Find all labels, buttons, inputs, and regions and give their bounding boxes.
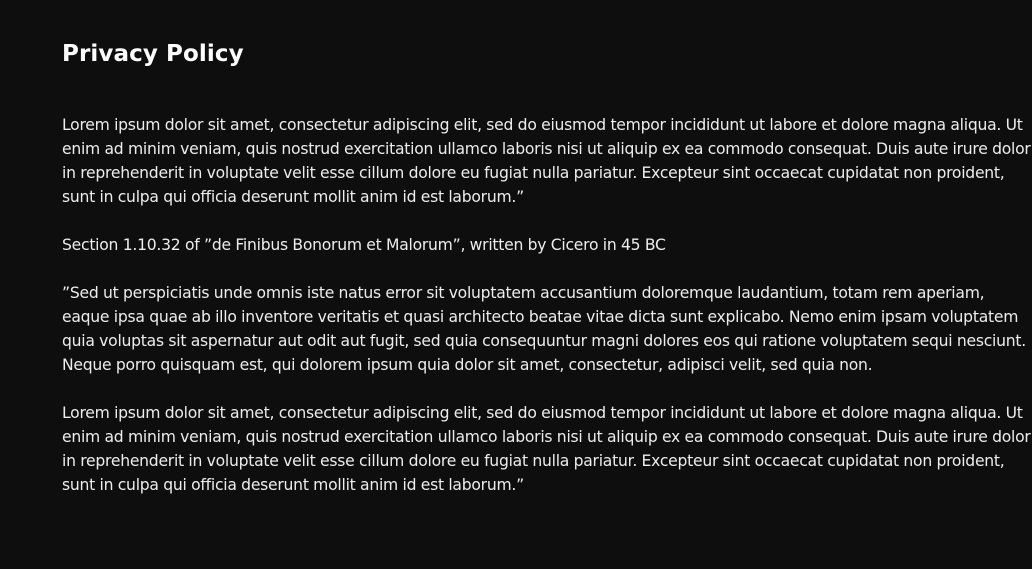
policy-paragraph-3: Lorem ipsum dolor sit amet, consectetur adipiscing elit, sed do eiusmod tempor incididunt ut labore et dolore magna aliqua. Ut enim ad minim veniam, quis nostrud exercitation ullamco laboris nisi ut aliquip ex ea commodo consequat. Duis aute irure dolor in reprehenderit in voluptate velit esse cillum dolore eu fugiat nulla pariatur. Excepteur sint occaecat cupidatat non proident, sunt in culpa qui officia deserunt mollit anim id est laborum.” <box>62 404 1031 494</box>
section-reference: Section 1.10.32 of ”de Finibus Bonorum et Malorum”, written by Cicero in 45 BC <box>62 236 666 254</box>
policy-body <box>62 113 1032 521</box>
policy-paragraph-2: ”Sed ut perspiciatis unde omnis iste natus error sit voluptatem accusantium doloremque laudantium, totam rem aperiam, eaque ipsa quae ab illo inventore veritatis et quasi architecto beatae vitae dicta sunt explicabo. Nemo enim ipsam voluptatem quia voluptas sit aspernatur aut odit aut fugit, sed quia consequuntur magni dolores eos qui ratione voluptatem sequi nesciunt. Neque porro quisquam est, qui dolorem ipsum quia dolor sit amet, consectetur, adipisci velit, sed quia non. <box>62 284 1026 374</box>
page-title: Privacy Policy <box>62 41 244 67</box>
policy-paragraph-1: Lorem ipsum dolor sit amet, consectetur adipiscing elit, sed do eiusmod tempor incididunt ut labore et dolore magna aliqua. Ut enim ad minim veniam, quis nostrud exercitation ullamco laboris nisi ut aliquip ex ea commodo consequat. Duis aute irure dolor in reprehenderit in voluptate velit esse cillum dolore eu fugiat nulla pariatur. Excepteur sint occaecat cupidatat non proident, sunt in culpa qui officia deserunt mollit anim id est laborum.” <box>62 116 1031 206</box>
